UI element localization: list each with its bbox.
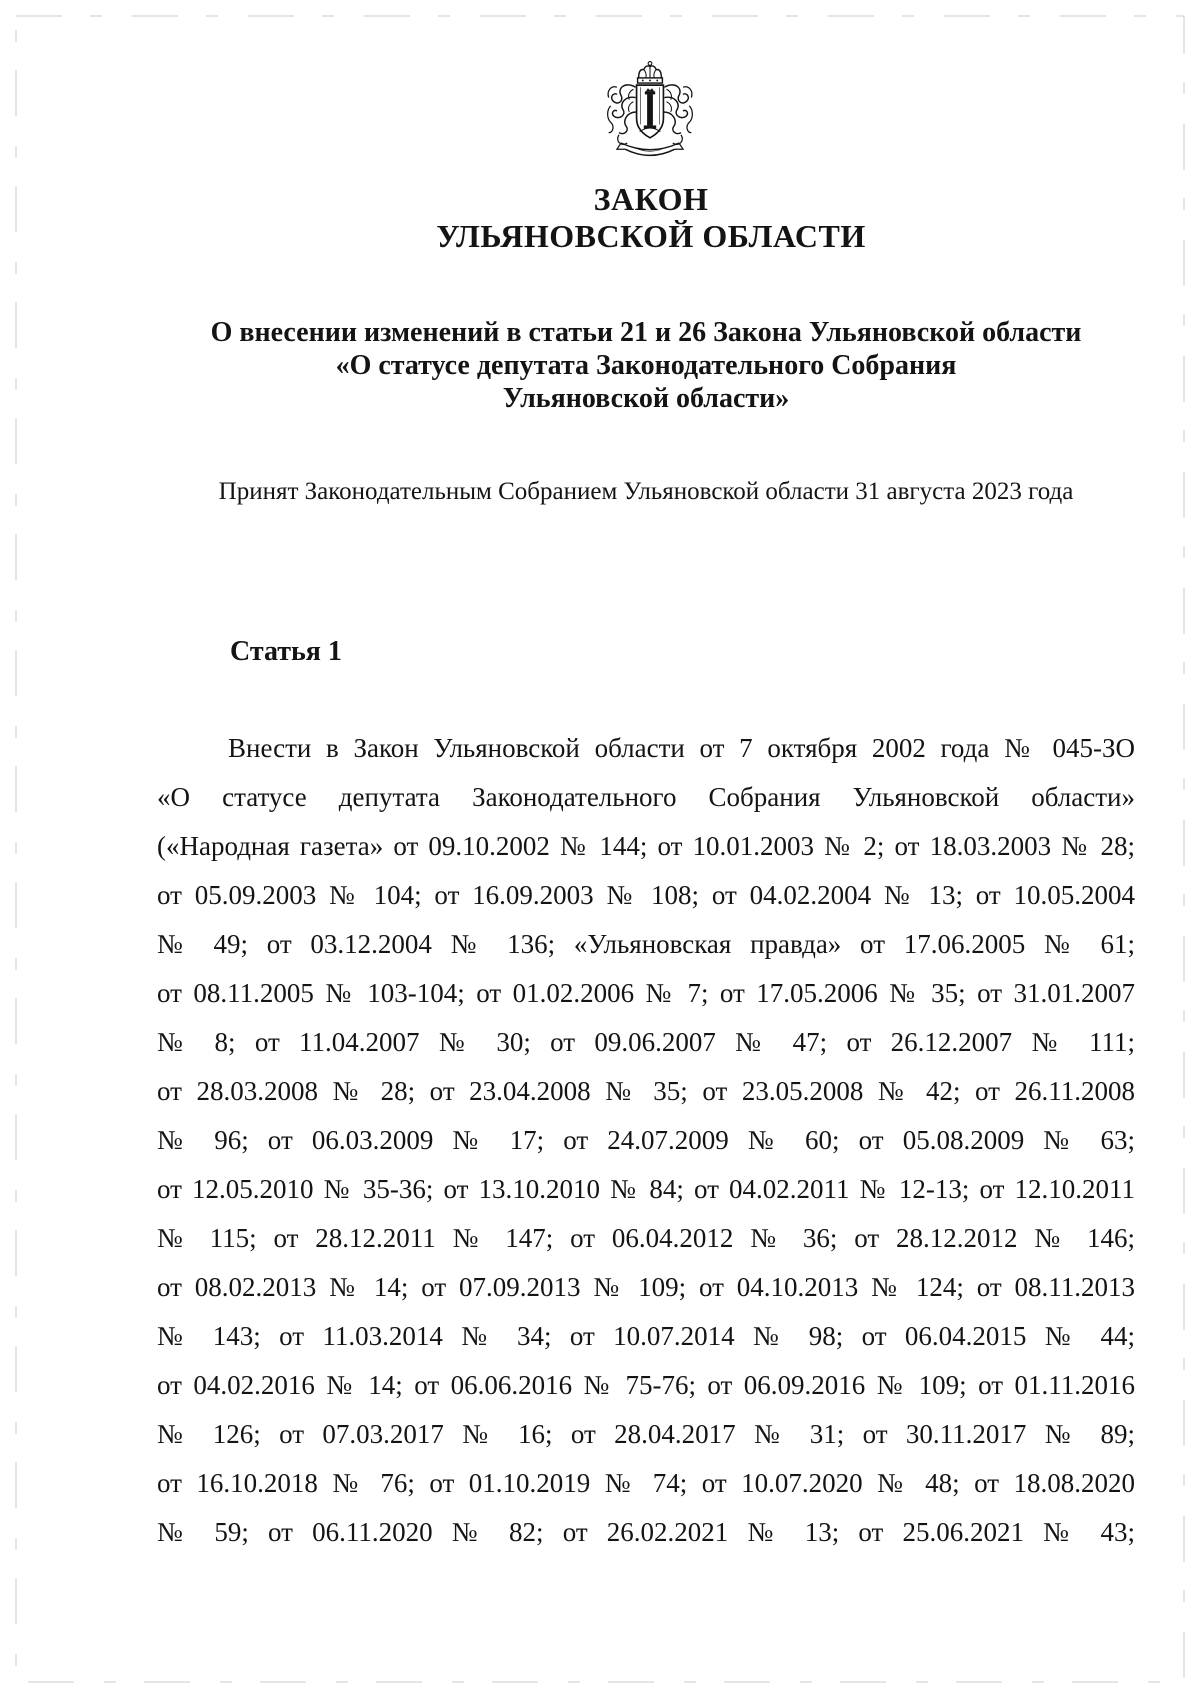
article-heading: Статья 1 — [230, 636, 342, 667]
coat-of-arms-icon — [588, 60, 712, 164]
article-body — [157, 724, 1135, 1557]
law-subtitle-line: «О статусе депутата Законодательного Собрания — [335, 350, 957, 381]
law-title-line-2: УЛЬЯНОВСКОЙ ОБЛАСТИ — [436, 218, 866, 254]
law-title-line-1: ЗАКОН — [593, 181, 709, 217]
law-title — [157, 181, 1145, 255]
law-subtitle-line: О внесении изменений в статьи 21 и 26 Закона Ульяновской области — [210, 317, 1082, 348]
article-text-line: от 08.11.2005 № 103-104; от 01.02.2006 № 7; от 17.05.2006 № 35; от 31.01.2007 — [157, 978, 1135, 1008]
article-text-line: от 16.10.2018 № 76; от 01.10.2019 № 74; от 10.07.2020 № 48; от 18.08.2020 — [157, 1468, 1135, 1498]
article-text-line: № 59; от 06.11.2020 № 82; от 26.02.2021 № 13; от 25.06.2021 № 43; — [157, 1517, 1135, 1547]
article-text-line: Внести в Закон Ульяновской области от 7 октября 2002 года № 045-ЗО — [228, 733, 1135, 763]
article-text-line: № 8; от 11.04.2007 № 30; от 09.06.2007 № 47; от 26.12.2007 № 111; — [157, 1027, 1135, 1057]
article-text-line: от 05.09.2003 № 104; от 16.09.2003 № 108; от 04.02.2004 № 13; от 10.05.2004 — [157, 880, 1135, 910]
article-text-line: № 49; от 03.12.2004 № 136; «Ульяновская правда» от 17.06.2005 № 61; — [157, 929, 1135, 959]
law-subtitle — [157, 316, 1135, 415]
article-text-line: № 115; от 28.12.2011 № 147; от 06.04.2012 № 36; от 28.12.2012 № 146; — [157, 1223, 1135, 1253]
emblem-ribbon — [617, 143, 683, 155]
emblem-crown — [638, 62, 663, 83]
article-text-line: «О статусе депутата Законодательного Собрания Ульяновской области» — [157, 782, 1135, 812]
law-subtitle-line: Ульяновской области» — [502, 383, 790, 414]
article-text-line: от 12.05.2010 № 35-36; от 13.10.2010 № 84; от 04.02.2011 № 12-13; от 12.10.2011 — [157, 1174, 1135, 1204]
article-text-line: («Народная газета» от 09.10.2002 № 144; от 10.01.2003 № 2; от 18.03.2003 № 28; — [157, 831, 1135, 861]
article-text-line: № 96; от 06.03.2009 № 17; от 24.07.2009 № 60; от 05.08.2009 № 63; — [157, 1125, 1135, 1155]
article-text-line: № 126; от 07.03.2017 № 16; от 28.04.2017 № 31; от 30.11.2017 № 89; — [157, 1419, 1135, 1449]
article-text-line: от 08.02.2013 № 14; от 07.09.2013 № 109; от 04.10.2013 № 124; от 08.11.2013 — [157, 1272, 1135, 1302]
emblem-shield — [637, 85, 664, 138]
adoption-note: Принят Законодательным Собранием Ульяновской области 31 августа 2023 года — [218, 478, 1074, 505]
article-text-line: от 04.02.2016 № 14; от 06.06.2016 № 75-76; от 06.09.2016 № 109; от 01.11.2016 — [157, 1370, 1135, 1400]
article-text-line: № 143; от 11.03.2014 № 34; от 10.07.2014 № 98; от 06.04.2015 № 44; — [157, 1321, 1135, 1351]
article-text-line: от 28.03.2008 № 28; от 23.04.2008 № 35; от 23.05.2008 № 42; от 26.11.2008 — [157, 1076, 1135, 1106]
